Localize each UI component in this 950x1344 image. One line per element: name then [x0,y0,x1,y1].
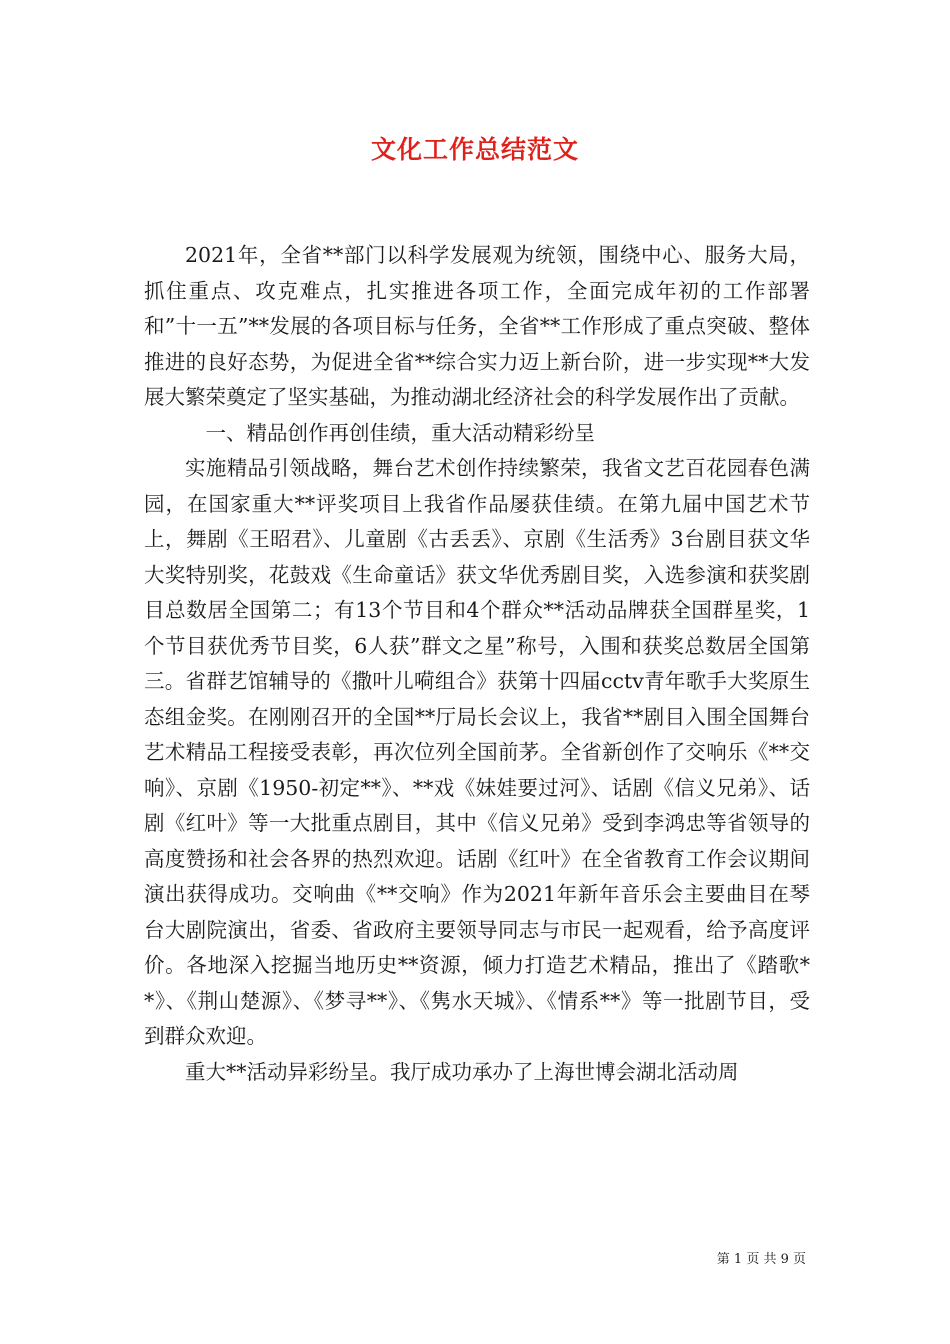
paragraph-works: 实施精品引领战略，舞台艺术创作持续繁荣，我省文艺百花园春色满园，在国家重大**评奖项目上我省作品屡获佳绩。在第九届中国艺术节上，舞剧《王昭君》、儿童剧《古丢丢》、京剧《生活秀》3台剧目获文华大奖特别奖，花鼓戏《生命童话》获文华优秀剧目奖，入选参演和获奖剧目总数居全国第二；有13个节目和4个群众**活动品牌获全国群星奖，1个节目获优秀节目奖，6人获”群文之星”称号，入围和获奖总数居全国第三。省群艺馆辅导的《撒叶儿嗬组合》获第十四届cctv青年歌手大奖原生态组金奖。在刚刚召开的全国**厅局长会议上，我省**剧目入围全国舞台艺术精品工程接受表彰，再次位列全国前茅。全省新创作了交响乐《**交响》、京剧《1950-初定**》、**戏《妹娃要过河》、话剧《信义兄弟》、话剧《红叶》等一大批重点剧目，其中《信义兄弟》受到李鸿忠等省领导的高度赞扬和社会各界的热烈欢迎。话剧《红叶》在全省教育工作会议期间演出获得成功。交响曲《**交响》作为2021年新年音乐会主要曲目在琴台大剧院演出，省委、省政府主要领导同志与市民一起观看，给予高度评价。各地深入挖掘当地历史**资源，倾力打造艺术精品，推出了《踏歌**》、《荆山楚源》、《梦寻**》、《隽水天城》、《情系**》等一批剧节目，受到群众欢迎。 [144,456,810,1048]
section-heading: 一、精品创作再创佳绩，重大活动精彩纷呈 [205,420,595,445]
document-body [144,238,810,1090]
paragraph-activities: 重大**活动异彩纷呈。我厅成功承办了上海世博会湖北活动周 [185,1059,739,1084]
paragraph-intro: 2021年，全省**部门以科学发展观为统领，围绕中心、服务大局，抓住重点、攻克难点，扎实推进各项工作，全面完成年初的工作部署和”十一五”**发展的各项目标与任务，全省**工作形成了重点突破、整体推进的良好态势，为促进全省**综合实力迈上新台阶，进一步实现**大发展大繁荣奠定了坚实基础，为推动湖北经济社会的科学发展作出了贡献。 [144,243,810,409]
document-title: 文化工作总结范文 [370,135,579,164]
page-number: 第 1 页 共 9 页 [716,1252,806,1267]
